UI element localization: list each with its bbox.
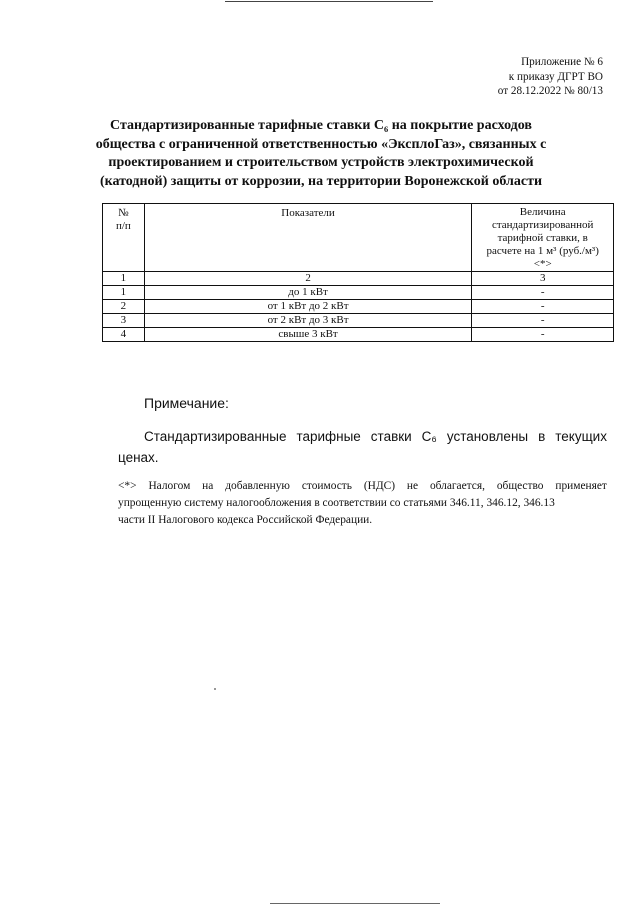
tariff-table xyxy=(102,203,614,342)
footnote-word: не xyxy=(406,480,419,492)
header-number-line-1: № xyxy=(118,207,129,219)
footnote-word: Налогом xyxy=(148,480,191,492)
appendix-line-3: от 28.12.2022 № 80/13 xyxy=(497,85,603,97)
row-value: - xyxy=(472,300,614,314)
row-value: - xyxy=(472,286,614,300)
footnote xyxy=(118,478,607,529)
header-value-line-2: стандартизированной xyxy=(491,219,594,231)
note-body-line-1 xyxy=(118,426,607,447)
footnote-word: на xyxy=(202,480,214,492)
header-value-line-4: расчете на 1 м³ (руб./м³) xyxy=(486,245,599,257)
title-line-4: (катодной) защиты от коррозии, на территории Воронежской области xyxy=(99,173,543,189)
note-body-line-2: ценах. xyxy=(118,450,159,465)
header-value-line-5: <*> xyxy=(533,258,552,270)
row-number: 4 xyxy=(103,328,145,342)
row-number: 1 xyxy=(103,286,145,300)
note-word: ставки xyxy=(370,429,412,444)
table-row xyxy=(103,328,614,342)
footnote-word: облагается, xyxy=(429,480,485,492)
footnote-line-1 xyxy=(118,478,607,495)
note-word: Стандартизированные xyxy=(144,429,287,444)
footnote-line-2: упрощенную систему налогообложения в соответствии со статьями 346.11, 346.12, 346.13 xyxy=(118,497,555,509)
footnote-word: общество xyxy=(496,480,544,492)
note-body xyxy=(118,426,607,468)
footnote-word: <*> xyxy=(118,480,137,492)
title-line-2: общества с ограниченной ответственностью «ЭксплоГаз», связанных с xyxy=(95,136,547,152)
header-number xyxy=(103,204,145,272)
appendix-line-2: к приказу ДГРТ ВО xyxy=(508,70,603,83)
title-line-3: проектированием и строительством устройств электрохимической xyxy=(108,155,534,171)
footnote-word: (НДС) xyxy=(363,480,395,492)
header-value xyxy=(472,204,614,272)
row-value: - xyxy=(472,314,614,328)
row-indicator: от 1 кВт до 2 кВт xyxy=(144,300,472,314)
index-cell: 1 xyxy=(103,272,145,286)
table-header-row xyxy=(103,204,614,272)
row-indicator: от 2 кВт до 3 кВт xyxy=(144,314,472,328)
note-heading: Примечание: xyxy=(144,395,229,411)
index-cell: 3 xyxy=(472,272,614,286)
scan-artifact-top xyxy=(225,1,433,2)
table-row xyxy=(103,314,614,328)
row-number: 3 xyxy=(103,314,145,328)
footnote-line-3: части II Налогового кодекса Российской Федерации. xyxy=(118,514,373,526)
title-line-1: Стандартизированные тарифные ставки C₆ на покрытие расходов xyxy=(110,118,532,133)
footnote-word: стоимость xyxy=(301,480,352,492)
note-word: в xyxy=(538,429,546,444)
table-row xyxy=(103,286,614,300)
note-word: текущих xyxy=(555,429,607,444)
scan-artifact-bottom xyxy=(270,903,440,904)
note-word: C₆ xyxy=(421,429,437,444)
scan-speck xyxy=(214,688,216,690)
footnote-word: добавленную xyxy=(225,480,290,492)
document-title xyxy=(95,117,547,191)
header-value-line-1: Величина xyxy=(519,206,566,218)
row-value: - xyxy=(472,328,614,342)
header-number-line-2: п/п xyxy=(115,220,131,232)
appendix-reference xyxy=(498,55,603,99)
row-indicator: свыше 3 кВт xyxy=(144,328,472,342)
note-word: установлены xyxy=(446,429,529,444)
index-cell: 2 xyxy=(144,272,472,286)
header-value-line-3: тарифной ставки, в xyxy=(497,232,588,244)
table-index-row xyxy=(103,272,614,286)
table-row xyxy=(103,300,614,314)
appendix-line-1: Приложение № 6 xyxy=(521,56,603,68)
header-indicators: Показатели xyxy=(144,204,472,272)
row-number: 2 xyxy=(103,300,145,314)
note-word: тарифные xyxy=(296,429,361,444)
footnote-word: применяет xyxy=(555,480,607,492)
row-indicator: до 1 кВт xyxy=(144,286,472,300)
